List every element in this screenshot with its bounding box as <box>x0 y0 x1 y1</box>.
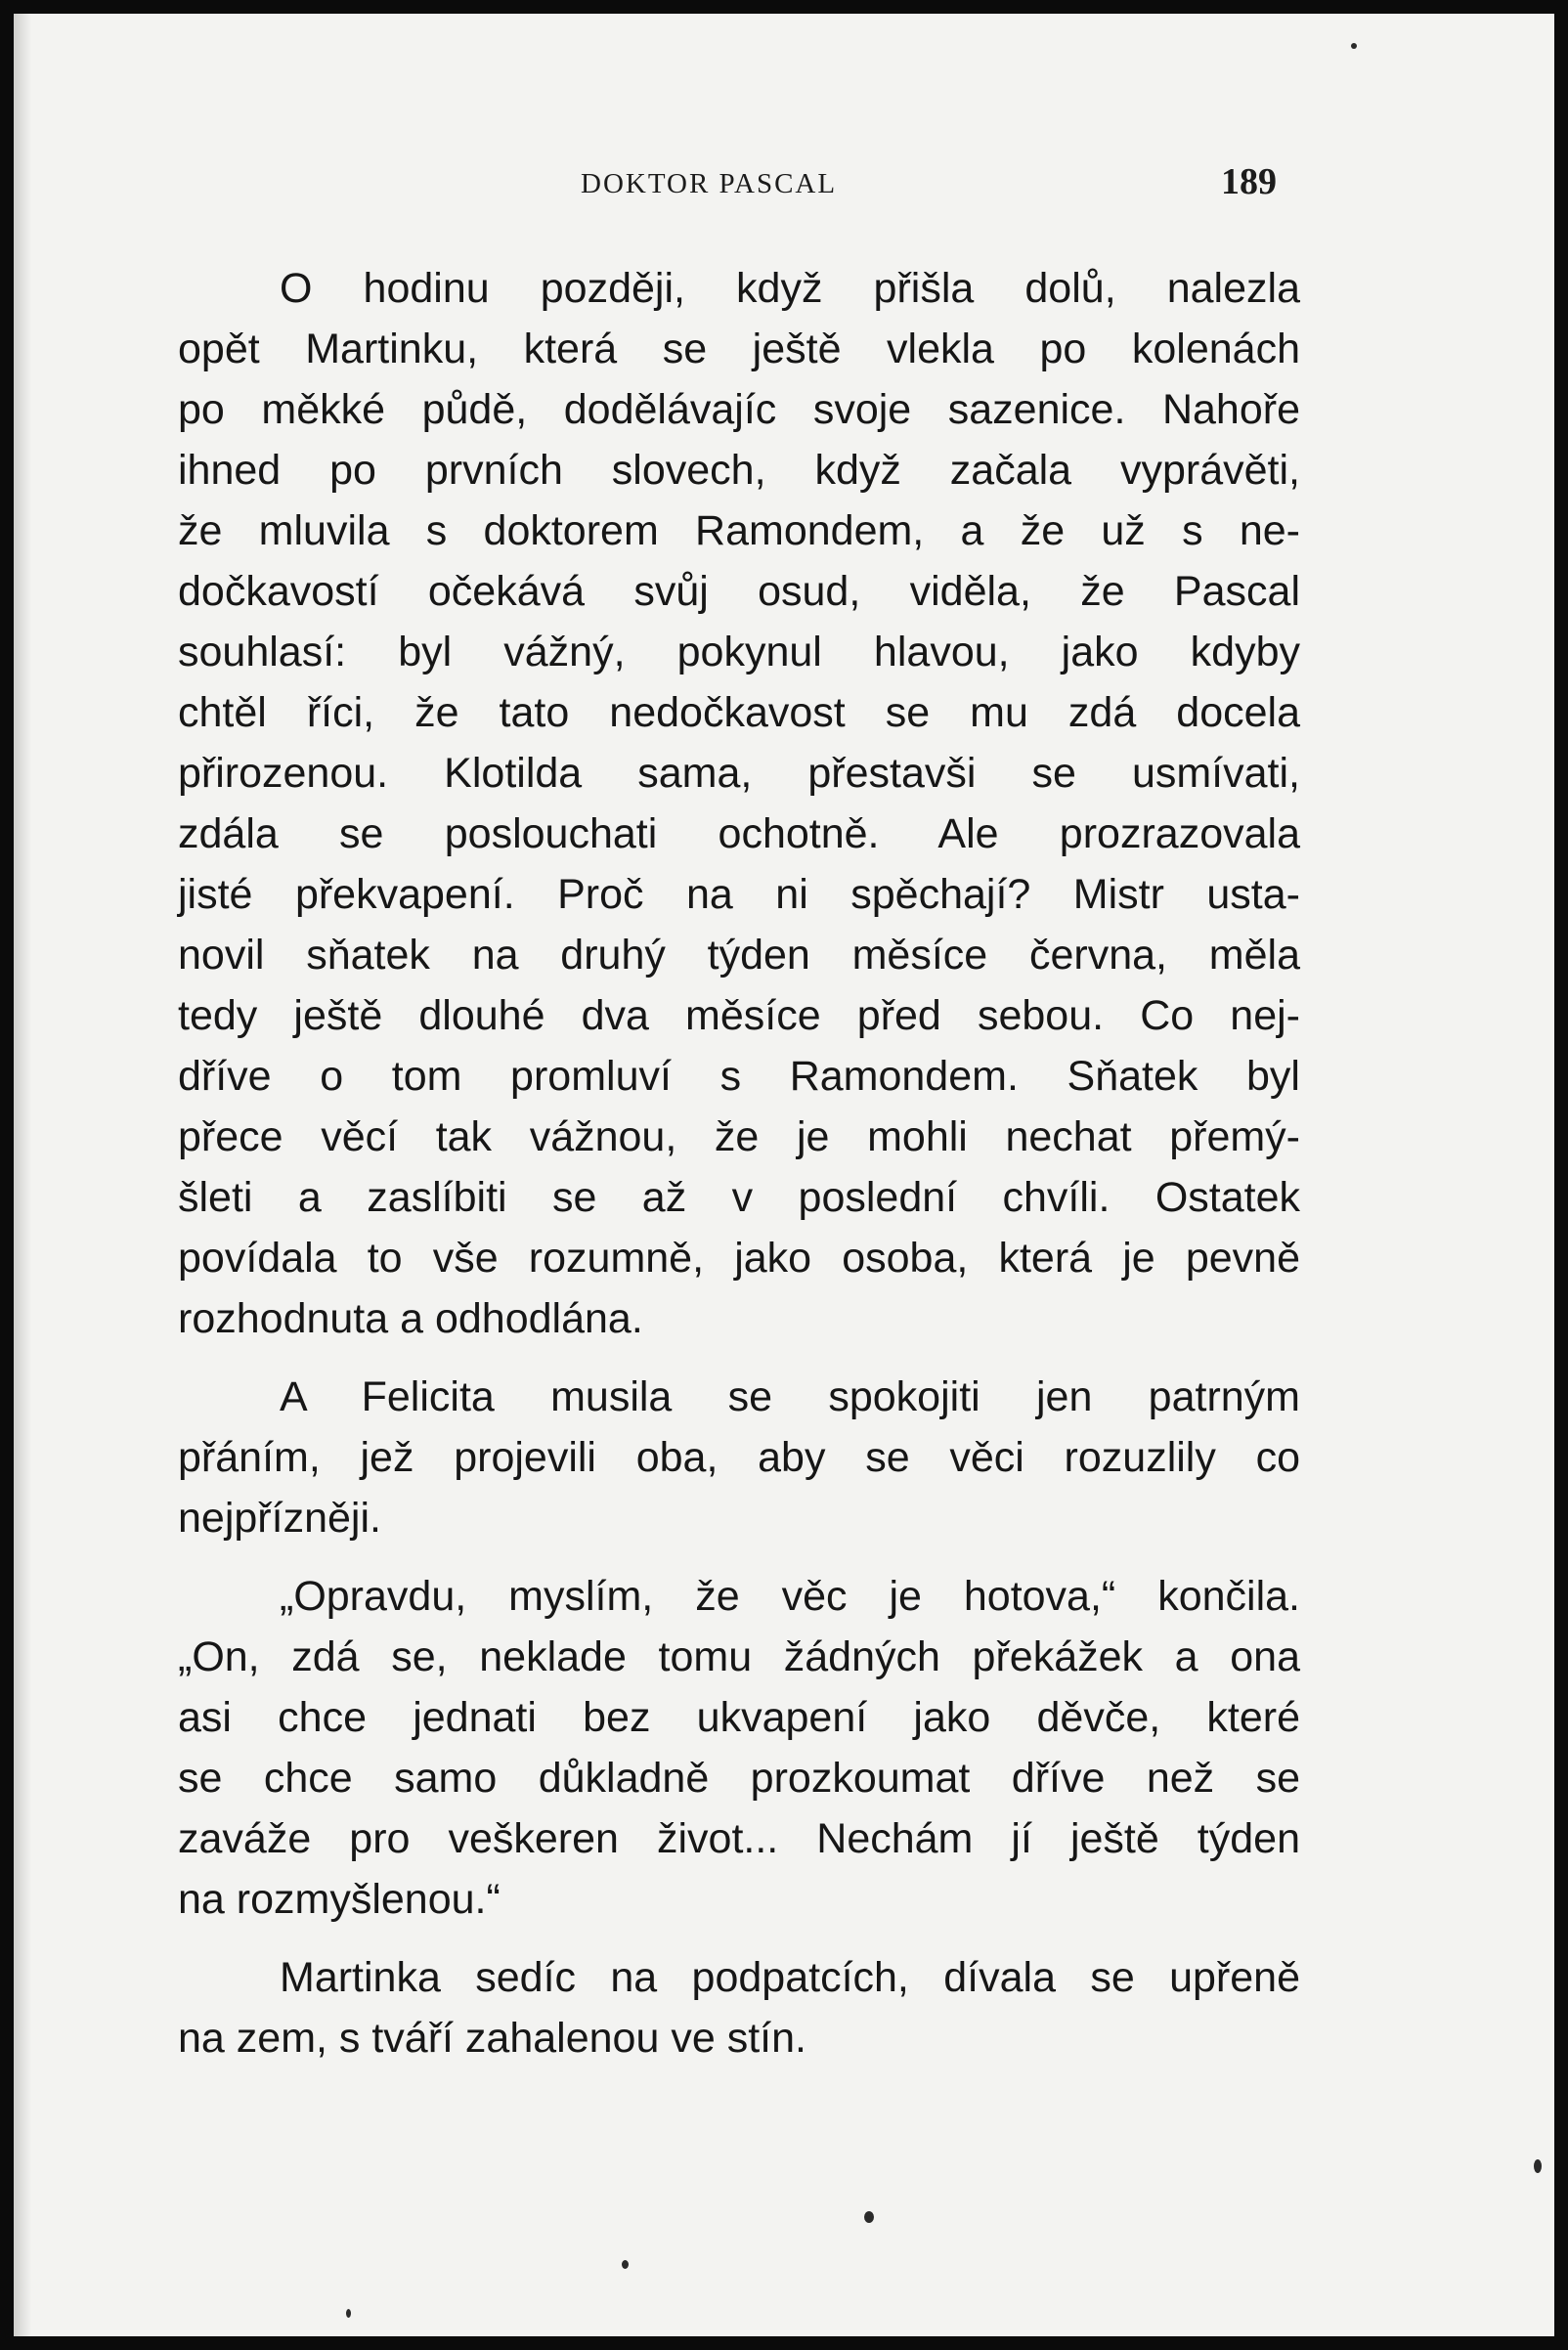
text-line: jisté překvapení. Proč na ni spěchají? Mistr usta- <box>178 871 1300 918</box>
text-line: chtěl říci, že tato nedočkavost se mu zdá docela <box>178 689 1300 736</box>
page-number: 189 <box>1221 161 1277 202</box>
page-spine-shadow <box>14 14 31 2336</box>
text-line: rozhodnuta a odhodlána. <box>178 1295 643 1342</box>
text-line: asi chce jednati bez ukvapení jako děvče, které <box>178 1694 1300 1741</box>
text-line: zaváže pro veškeren život... Nechám jí ještě týden <box>178 1815 1300 1862</box>
text-line: přece věcí tak vážnou, že je mohli nechat přemý- <box>178 1113 1300 1160</box>
paragraph-gap <box>178 1349 1300 1367</box>
text-line: tedy ještě dlouhé dva měsíce před sebou. Co nej- <box>178 992 1300 1039</box>
text-line: „Opravdu, myslím, že věc je hotova,“ končila. <box>280 1573 1300 1620</box>
print-speck <box>1534 2159 1542 2173</box>
text-line: opět Martinku, která se ještě vlekla po kolenách <box>178 326 1300 372</box>
paragraph-gap <box>178 1548 1300 1566</box>
paragraph-gap <box>178 1930 1300 1947</box>
text-line: Martinka sedíc na podpatcích, dívala se upřeně <box>280 1954 1300 2001</box>
text-line: na rozmyšlenou.“ <box>178 1876 501 1923</box>
text-line: zdála se poslouchati ochotně. Ale prozrazovala <box>178 810 1300 857</box>
body-text <box>178 258 1300 2068</box>
text-line: šleti a zaslíbiti se až v poslední chvíli. Ostatek <box>178 1174 1300 1221</box>
text-line: „On, zdá se, neklade tomu žádných překážek a ona <box>178 1633 1300 1680</box>
text-line: přirozenou. Klotilda sama, přestavši se usmívati, <box>178 750 1300 797</box>
running-title: DOKTOR PASCAL <box>581 168 838 199</box>
text-line: přáním, jež projevili oba, aby se věci rozuzlily co <box>178 1434 1300 1481</box>
text-line: dočkavostí očekává svůj osud, viděla, že Pascal <box>178 568 1300 615</box>
text-line: se chce samo důkladně prozkoumat dříve než se <box>178 1755 1300 1802</box>
text-line: nejpřízněji. <box>178 1495 381 1542</box>
text-line: ihned po prvních slovech, když začala vyprávěti, <box>178 447 1300 494</box>
print-speck <box>346 2309 351 2318</box>
text-line: že mluvila s doktorem Ramondem, a že už s ne- <box>178 507 1300 554</box>
text-line: souhlasí: byl vážný, pokynul hlavou, jako kdyby <box>178 629 1300 675</box>
print-speck <box>622 2260 629 2269</box>
text-line: po měkké půdě, dodělávajíc svoje sazenice. Nahoře <box>178 386 1300 433</box>
print-speck <box>1351 43 1357 49</box>
text-line: A Felicita musila se spokojiti jen patrným <box>280 1373 1300 1420</box>
print-speck <box>864 2211 874 2223</box>
text-line: O hodinu později, když přišla dolů, nalezla <box>280 265 1300 312</box>
text-line: povídala to vše rozumně, jako osoba, která je pevně <box>178 1235 1300 1282</box>
text-line: na zem, s tváří zahalenou ve stín. <box>178 2015 806 2062</box>
text-line: novil sňatek na druhý týden měsíce června, měla <box>178 932 1300 979</box>
page-header <box>14 160 1554 209</box>
book-page <box>14 14 1554 2336</box>
text-line: dříve o tom promluví s Ramondem. Sňatek byl <box>178 1053 1300 1100</box>
